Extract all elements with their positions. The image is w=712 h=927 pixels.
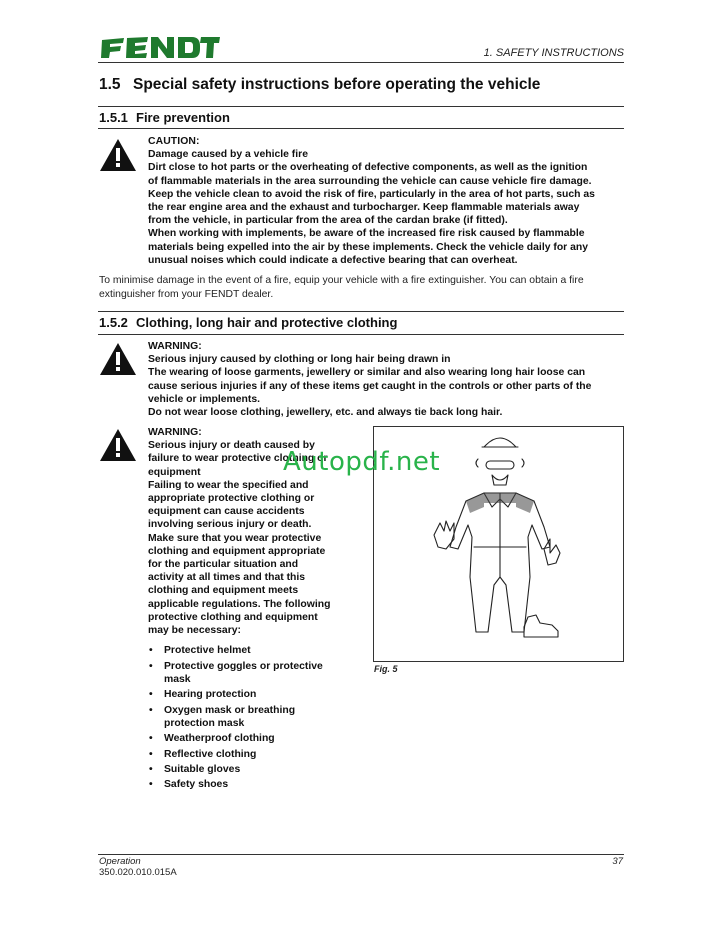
list-item: • Safety shoes [148,778,363,791]
warning-line: activity at all times and that this [148,572,306,584]
list-item: • Suitable gloves [148,763,363,776]
warning-line: appropriate protective clothing or [148,493,315,505]
caution-line: from the vehicle, in particular from the area of the cardan brake (if fitted). [148,215,508,227]
warning-notice-clothing [148,340,591,419]
section-divider [98,106,624,107]
section-header: 1. SAFETY INSTRUCTIONS [483,47,624,59]
caution-notice [148,135,595,267]
subsection-heading-clothing [99,315,397,330]
breathing-mask-icon [492,475,508,485]
warning-triangle-icon [99,342,137,376]
warning-line: The wearing of loose garments, jewellery or similar and also wearing long hair loose can [148,367,586,379]
warning-line: equipment can cause accidents [148,506,305,518]
goggles-icon [486,461,514,469]
list-item: • Protective goggles or protective mask [148,660,363,686]
safety-shoe-icon [524,615,558,637]
protective-equipment-list [148,644,363,791]
warning-line: clothing and equipment meets [148,585,299,597]
fire-extinguisher-text [99,274,629,301]
subsection-title: Fire prevention [136,110,230,125]
warning-line: protective clothing and equipment [148,611,318,623]
figure-caption: Fig. 5 [374,664,398,674]
warning-triangle-icon [99,138,137,172]
warning-line: for the particular situation and [148,559,299,571]
warning-line: Do not wear loose clothing, jewellery, etc. and always tie back long hair. [148,407,503,419]
warning-subheading: Serious injury or death caused by [148,440,315,452]
caution-line: materials being expelled into the air by these implements. Check the vehicle daily for any [148,241,589,253]
caution-line: of flammable materials in the area surrounding the vehicle can cause vehicle fire damage. [148,175,592,187]
warning-line: vehicle or implements. [148,393,261,405]
warning-subheading: Serious injury caused by clothing or long hair being drawn in [148,354,451,366]
subsection-divider [98,128,624,129]
warning-line: may be necessary: [148,625,241,637]
subsection-number: 1.5.1 [99,110,128,125]
warning-line: clothing and equipment appropriate [148,545,326,557]
warning-notice-protective [148,426,363,794]
list-item: • Reflective clothing [148,748,363,761]
list-item: • Protective helmet [148,644,363,657]
section-heading [99,76,540,94]
footer-document-info [99,856,177,878]
subsection-number: 1.5.2 [99,315,128,330]
warning-line: Failing to wear the specified and [148,479,309,491]
page-number: 37 [612,856,623,867]
list-item: • Oxygen mask or breathing protection mask [148,704,363,730]
caution-line: Keep the vehicle clean to avoid the risk of fire, particularly in the area of hot parts, such as [148,188,595,200]
warning-heading: WARNING: [148,427,202,438]
subsection-title: Clothing, long hair and protective clothing [136,315,398,330]
document-number: 350.020.010.015A [99,867,177,878]
warning-line: Make sure that you wear protective [148,532,322,544]
warning-subheading: failure to wear protective clothing or [148,453,328,465]
warning-line: cause serious injuries if any of these items get caught in the controls or other parts of the [148,380,592,392]
list-item: • Weatherproof clothing [148,732,363,745]
warning-heading: WARNING: [148,341,202,352]
footer-divider [98,854,624,855]
caution-subheading: Damage caused by a vehicle fire [148,149,308,161]
fendt-logo [100,34,220,60]
warning-triangle-icon [99,428,137,462]
glove-right-icon [544,539,560,565]
helmet-icon [484,438,516,447]
list-item: • Hearing protection [148,688,363,701]
watermark: Autopdf.net [283,447,441,477]
subsection-divider [98,311,624,312]
caution-heading: CAUTION: [148,136,200,147]
section-number: 1.5 [99,76,121,93]
caution-line: unusual noises which could indicate a defective bearing that can overheat. [148,254,518,266]
warning-subheading: equipment [148,466,201,478]
caution-line: Dirt close to hot parts or the overheating of defective components, as well as the ignition [148,162,588,174]
warning-line: applicable regulations. The following [148,598,331,610]
ear-protection-icon [476,459,524,467]
subsection-heading-fire [99,110,230,125]
document-title: Operation [99,856,141,867]
body-line: extinguisher from your FENDT dealer. [99,288,274,300]
warning-line: involving serious injury or death. [148,519,312,531]
section-title: Special safety instructions before operating the vehicle [133,76,541,93]
header-divider [98,62,624,63]
body-line: To minimise damage in the event of a fire, equip your vehicle with a fire extinguisher. You can obtain a fire [99,275,584,286]
caution-line: When working with implements, be aware of the increased fire risk caused by flammable [148,228,585,240]
subsection-divider [98,334,624,335]
caution-line: the rear engine area and the exhaust and turbocharger. Keep flammable materials away [148,202,580,214]
